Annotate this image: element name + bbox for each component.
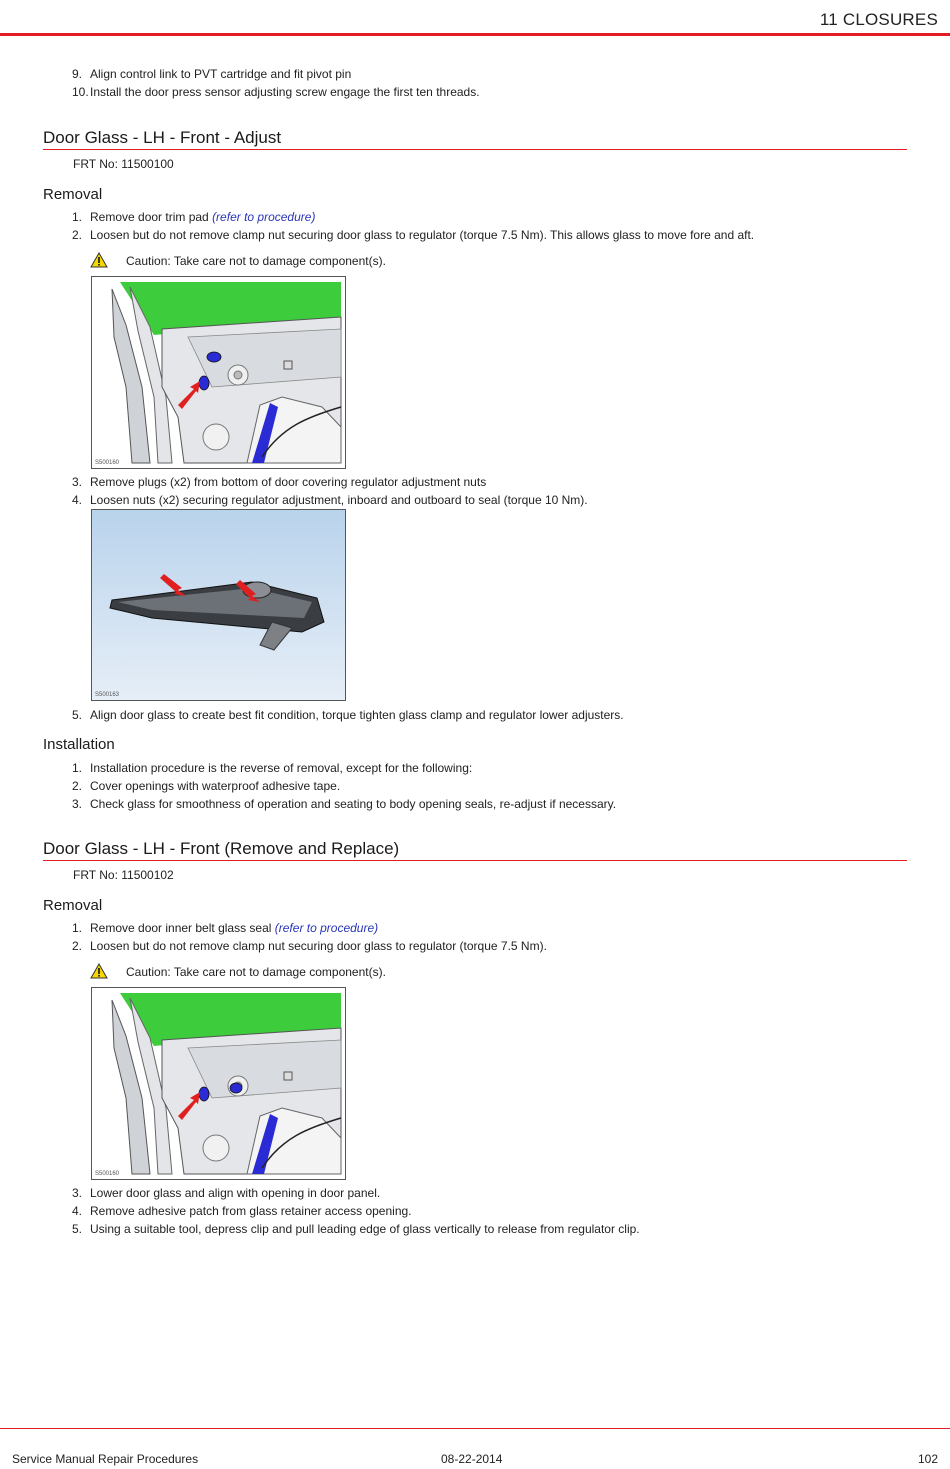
list-item: 3. Lower door glass and align with opening in door panel.	[72, 1186, 381, 1200]
figure-regulator-adjustment-nuts	[91, 509, 346, 701]
footer-rule	[0, 1428, 950, 1429]
list-item: 2. Loosen but do not remove clamp nut securing door glass to regulator (torque 7.5 Nm).	[72, 939, 547, 953]
list-item: 4. Loosen nuts (x2) securing regulator adjustment, inboard and outboard to seal (torque 10 Nm).	[72, 493, 588, 507]
section-rule	[43, 860, 907, 861]
section-title-remove-replace: Door Glass - LH - Front (Remove and Replace)	[43, 839, 400, 858]
installation-heading: Installation	[43, 736, 115, 753]
figure-3-id: S500160	[95, 1171, 120, 1177]
list-item: 3. Check glass for smoothness of operation and seating to body opening seals, re-adjust if necessary.	[72, 797, 617, 811]
removal-heading: Removal	[43, 897, 103, 914]
footer-date: 08-22-2014	[441, 1452, 503, 1466]
frt-number: FRT No: 11500100	[73, 157, 174, 171]
removal-step-list-b	[0, 473, 588, 509]
header-rule	[0, 33, 950, 36]
refer-to-procedure-link[interactable]: (refer to procedure)	[212, 210, 316, 224]
list-item: 4. Remove adhesive patch from glass retainer access opening.	[72, 1204, 412, 1218]
list-item: 2. Loosen but do not remove clamp nut securing door glass to regulator (torque 7.5 Nm). This allows glass to move fore and aft.	[72, 228, 755, 242]
list-item: 1. Remove door trim pad (refer to procedure)	[72, 210, 316, 224]
section-title-adjust: Door Glass - LH - Front - Adjust	[43, 128, 282, 147]
removal-step-list	[0, 208, 754, 244]
chapter-title: 11 CLOSURES	[819, 10, 938, 29]
removal-heading: Removal	[43, 186, 103, 203]
list-item: 5. Using a suitable tool, depress clip and pull leading edge of glass vertically to release from regulator clip.	[72, 1222, 640, 1236]
list-item: 1. Installation procedure is the reverse of removal, except for the following:	[72, 761, 473, 775]
list-item: 1. Remove door inner belt glass seal (refer to procedure)	[72, 921, 379, 935]
caution-note: Caution: Take care not to damage component(s).	[90, 249, 386, 268]
removal-step-list-2b	[0, 1184, 640, 1238]
list-item: 10. Install the door press sensor adjusting screw engage the first ten threads.	[72, 85, 480, 99]
figure-door-clamp-nut-2	[91, 987, 346, 1180]
figure-1-id: S500160	[95, 460, 120, 466]
list-item: 5. Align door glass to create best fit condition, torque tighten glass clamp and regulator lower adjusters.	[72, 708, 624, 722]
removal-step-list-c	[0, 706, 624, 724]
intro-step-list	[0, 65, 480, 101]
figure-door-clamp-nut	[91, 276, 346, 469]
list-item: 2. Cover openings with waterproof adhesive tape.	[72, 779, 341, 793]
removal-step-list-2	[0, 919, 547, 955]
refer-to-procedure-link[interactable]: (refer to procedure)	[274, 921, 379, 935]
page-number: 102	[917, 1452, 938, 1466]
warning-icon	[90, 963, 112, 982]
section-rule	[43, 149, 907, 150]
installation-step-list	[0, 759, 616, 813]
caution-note: Caution: Take care not to damage component(s).	[90, 960, 386, 979]
figure-2-id: S500163	[95, 692, 120, 698]
warning-icon	[90, 252, 112, 271]
list-item: 3. Remove plugs (x2) from bottom of door covering regulator adjustment nuts	[72, 475, 487, 489]
frt-number: FRT No: 11500102	[73, 868, 174, 882]
list-item: 9. Align control link to PVT cartridge and fit pivot pin	[72, 67, 352, 81]
footer-title: Service Manual Repair Procedures	[12, 1452, 199, 1466]
